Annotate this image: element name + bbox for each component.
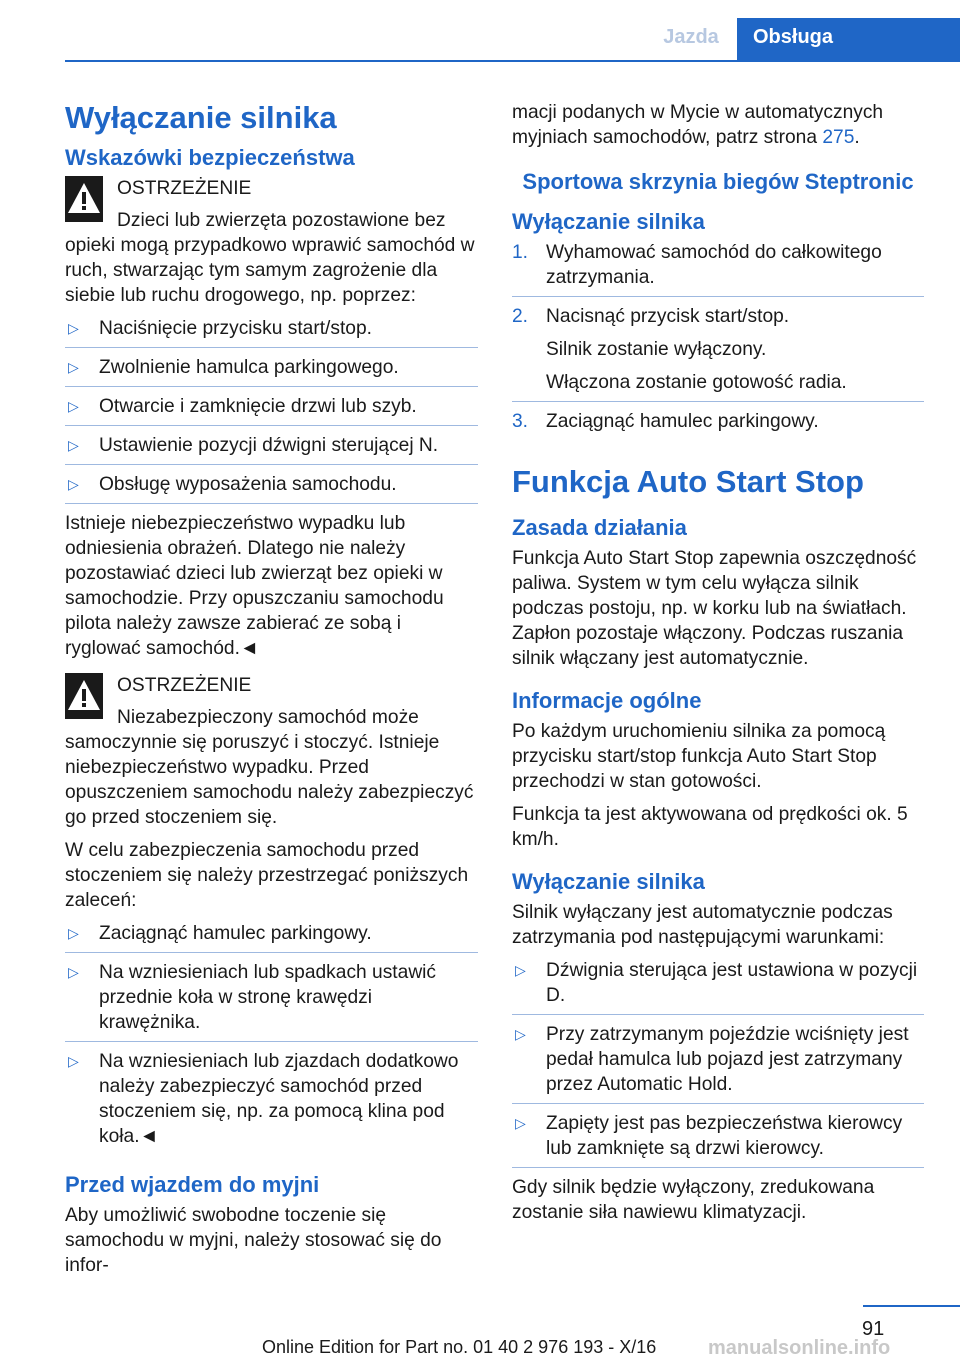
warning-block-2	[65, 673, 478, 830]
warning-block-1	[65, 176, 478, 308]
warning-text: Dzieci lub zwierzęta pozostawione bez opieki mogą przypadkowo wprawić samochód w ruch, stwarzając tym samym zagrożenie dla siebie lub ruchu drogowego, np. poprzez:	[65, 210, 475, 306]
watermark: manualsonline.info	[708, 1337, 891, 1359]
page-reference-link[interactable]: 275	[822, 127, 855, 148]
engine-off-after: Gdy silnik będzie wyłączony, zredukowana zostanie siła nawiewu klimatyzacji.	[512, 1177, 875, 1223]
carwash-continued: macji podanych w Mycie w automatycznych myjniach samochodów, patrz strona 275.	[512, 102, 884, 148]
triangle-bullet-icon: ▷	[68, 437, 79, 453]
tab-obsluga[interactable]: Obsługa	[737, 18, 960, 62]
page-header	[0, 0, 960, 62]
triangle-bullet-icon: ▷	[515, 962, 526, 978]
carwash-heading: Przed wjazdem do myjni	[65, 1172, 320, 1197]
edition-text: Online Edition for Part no. 01 40 2 976 193 - X/16	[262, 1337, 657, 1357]
warning-triangle-icon	[65, 176, 103, 222]
page-number: 91	[862, 1318, 885, 1340]
triangle-bullet-icon: ▷	[68, 476, 79, 492]
warning-consequence: Istnieje niebezpieczeństwo wypadku lub odniesienia obrażeń. Dlatego nie należy pozostawiać dzieci lub zwierząt bez opieki w samochodzie. Przy opuszczaniu samochodu pilota należy zawsze zabierać ze sobą i ryglować samochód.◄	[65, 513, 444, 659]
steptronic-heading: Sportowa skrzynia biegów Steptronic	[522, 169, 914, 194]
step-item: 1. Wyhamować samochód do całkowitego zatrzymania.	[512, 240, 924, 297]
safety-heading: Wskazówki bezpieczeństwa	[65, 145, 355, 170]
general-text-1: Po każdym uruchomieniu silnika za pomocą przycisku start/stop funkcja Auto Start Stop przechodzi w stan gotowości.	[512, 721, 886, 792]
right-column	[512, 100, 924, 1233]
general-text-2: Funkcja ta jest aktywowana od prędkości ok. 5 km/h.	[512, 804, 908, 850]
warning-label: OSTRZEŻENIE	[117, 675, 252, 696]
engine-stop-steps	[512, 240, 924, 440]
warning-intro: W celu zabezpieczenia samochodu przed stoczeniem się należy przestrzegać poniższych zaleceń:	[65, 840, 469, 911]
warning-triangle-icon	[65, 673, 103, 719]
warning-label: OSTRZEŻENIE	[117, 178, 252, 199]
triangle-bullet-icon: ▷	[515, 1026, 526, 1042]
list-item: ▷ Obsługę wyposażenia samochodu.	[65, 472, 478, 504]
triangle-bullet-icon: ▷	[68, 925, 79, 941]
list-item: ▷ Przy zatrzymanym pojeździe wciśnięty jest pedał hamulca lub pojazd jest zatrzymany przez Automatic Hold.	[512, 1022, 924, 1104]
list-item: ▷ Na wzniesieniach lub spadkach ustawić przednie koła w stronę krawędzi krawężnika.	[65, 960, 478, 1042]
warning-list-1	[65, 316, 478, 504]
warning-text: Niezabezpieczony samochód może samoczynnie się poruszyć i stoczyć. Istnieje niebezpieczeństwo wypadku. Przed opuszczeniem samochodu należy zabezpieczyć go przed stoczeniem się.	[65, 707, 474, 828]
engine-off-conditions	[512, 958, 924, 1168]
engine-off-text: Silnik wyłączany jest automatycznie podczas zatrzymania pod następującymi warunkami:	[512, 902, 893, 948]
general-heading: Informacje ogólne	[512, 688, 702, 713]
warning-list-2	[65, 921, 478, 1155]
triangle-bullet-icon: ▷	[68, 359, 79, 375]
header-divider	[65, 60, 960, 62]
triangle-bullet-icon: ▷	[68, 398, 79, 414]
tab-jazda[interactable]: Jazda	[663, 26, 719, 48]
left-column	[65, 100, 478, 1286]
list-item: ▷ Dźwignia sterująca jest ustawiona w pozycji D.	[512, 958, 924, 1015]
list-item: ▷ Otwarcie i zamknięcie drzwi lub szyb.	[65, 394, 478, 426]
triangle-bullet-icon: ▷	[68, 320, 79, 336]
list-item: ▷ Ustawienie pozycji dźwigni sterującej N.	[65, 433, 478, 465]
list-item: ▷ Zwolnienie hamulca parkingowego.	[65, 355, 478, 387]
list-item: ▷ Zaciągnąć hamulec parkingowy.	[65, 921, 478, 953]
step-item: 3. Zaciągnąć hamulec parkingowy.	[512, 411, 819, 432]
triangle-bullet-icon: ▷	[515, 1115, 526, 1131]
principle-heading: Zasada działania	[512, 515, 687, 540]
section-title: Wyłączanie silnika	[65, 100, 337, 135]
engine-stop-heading: Wyłączanie silnika	[512, 209, 705, 234]
engine-off-heading: Wyłączanie silnika	[512, 869, 705, 894]
principle-text: Funkcja Auto Start Stop zapewnia oszczędność paliwa. System w tym celu wyłącza silnik podczas postoju, np. w korku lub na światłach. Zapłon pozostaje włączony. Podczas ruszania silnik włączany jest automatycznie.	[512, 548, 917, 669]
triangle-bullet-icon: ▷	[68, 964, 79, 980]
triangle-bullet-icon: ▷	[68, 1053, 79, 1069]
list-item: ▷ Zapięty jest pas bezpieczeństwa kierowcy lub zamknięte są drzwi kierowcy.	[512, 1111, 924, 1168]
footer-divider	[863, 1305, 960, 1307]
list-item: ▷ Naciśnięcie przycisku start/stop.	[65, 316, 478, 348]
list-item: ▷ Na wzniesieniach lub zjazdach dodatkowo należy zabezpieczyć samochód przed stoczeniem się, np. za pomocą klina pod koła.◄	[68, 1051, 459, 1147]
step-item: 2. Nacisnąć przycisk start/stop. Silnik zostanie wyłączony. Włączona zostanie gotowość radia.	[512, 304, 924, 402]
carwash-text: Aby umożliwić swobodne toczenie się samochodu w myjni, należy stosować się do infor-	[65, 1205, 442, 1276]
auto-start-stop-title: Funkcja Auto Start Stop	[512, 464, 864, 499]
